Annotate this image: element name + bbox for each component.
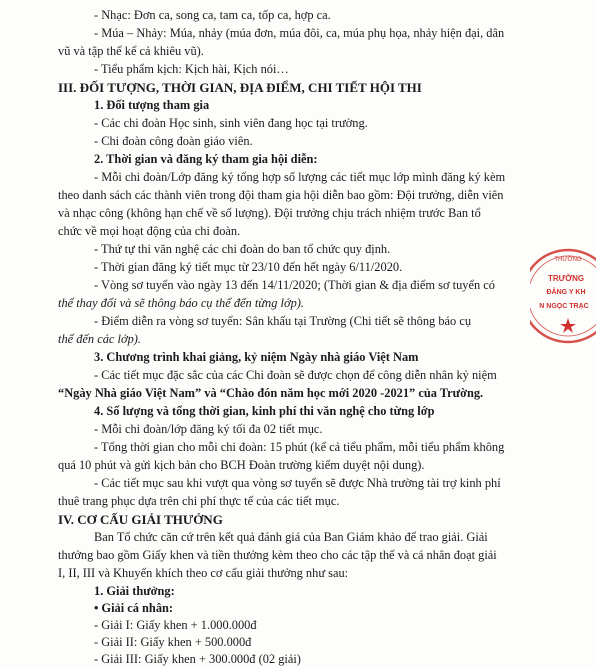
subheading-3: 3. Chương trình khai giảng, kỷ niệm Ngày nhà giáo Việt Nam (94, 350, 419, 364)
stamp-text-top: THƯỜNG (554, 257, 582, 263)
text-line-19: thể đến các lớp). (58, 332, 141, 346)
stamp-text-3: N NGỌC TRẠC (539, 303, 589, 310)
text-line-18: - Điểm diễn ra vòng sơ tuyển: Sân khấu tại Trường (Chi tiết sẽ thông báo cụ (94, 314, 472, 328)
text-line-4: - Tiểu phẩm kịch: Kịch hài, Kịch nói… (94, 62, 289, 76)
text-line-1: - Nhạc: Đơn ca, song ca, tam ca, tốp ca, hợp ca. (94, 8, 331, 22)
text-line-2: - Múa – Nhảy: Múa, nhảy (múa đơn, múa đôi, ca, múa phụ họa, nhảy hiện đại, dân (94, 26, 505, 40)
section-heading-iv: IV. CƠ CẤU GIẢI THƯỞNG (58, 512, 223, 527)
stamp-text-1: TRƯỜNG (547, 274, 585, 283)
text-line-10: - Mỗi chi đoàn/Lớp đăng ký tổng hợp số lượng các tiết mục lớp mình đăng ký kèm (94, 170, 506, 184)
text-line-16: - Vòng sơ tuyển vào ngày 13 đến 14/11/2020; (Thời gian & địa điểm sơ tuyển có (94, 278, 495, 292)
text-line-17: thể thay đổi và sẽ thông báo cụ thể đến từng lớp). (58, 296, 304, 310)
text-line-24: - Mỗi chi đoàn/lớp đăng ký tối đa 02 tiết mục. (94, 422, 323, 436)
official-stamp (530, 236, 596, 356)
text-line-27: - Các tiết mục sau khi vượt qua vòng sơ tuyển sẽ được Nhà trường tài trợ kinh phí (94, 476, 501, 490)
text-line-21: - Các tiết mục đặc sắc của các Chi đoàn sẽ được chọn để công diễn nhân kỷ niệm (94, 368, 497, 382)
section-heading-iii: III. ĐỐI TƯỢNG, THỜI GIAN, ĐỊA ĐIỂM, CHI TIẾT HỘI THI (58, 80, 422, 95)
subheading-2: 2. Thời gian và đăng ký tham gia hội diễn: (94, 152, 318, 166)
subheading-individual-awards: • Giải cá nhân: (94, 601, 174, 615)
award-line-2: - Giải II: Giấy khen + 500.000đ (94, 635, 252, 649)
subheading-1: 1. Đối tượng tham gia (94, 98, 210, 112)
award-line-1: - Giải I: Giấy khen + 1.000.000đ (94, 618, 257, 632)
subheading-4: 4. Số lượng và tổng thời gian, kinh phí thi văn nghệ cho từng lớp (94, 404, 435, 418)
text-line-3: vũ và tập thể kể cả khiêu vũ). (58, 44, 204, 58)
text-line-12: và nhạc công (không hạn chế về số lượng). Đội trưởng chịu trách nhiệm trước Ban tổ (58, 206, 481, 220)
text-line-25: - Tổng thời gian cho mỗi chi đoàn: 15 phút (kể cả tiểu phẩm, mỗi tiểu phẩm không (94, 440, 505, 454)
text-line-13: chức về mọi hoạt động của chi đoàn. (58, 224, 241, 238)
text-line-28: thuê trang phục dựa trên chi phí thực tế của các tiết mục. (58, 494, 340, 508)
stamp-star-icon (560, 318, 576, 333)
stamp-text-2: ĐẲNG Y KH (546, 289, 586, 296)
subheading-awards: 1. Giải thưởng: (94, 584, 175, 598)
text-line-15: - Thời gian đăng ký tiết mục từ 23/10 đến hết ngày 6/11/2020. (94, 260, 403, 274)
text-line-11: theo danh sách các thành viên trong đội tham gia hội diễn bao gồm: Đội trưởng, diễn viên (58, 188, 504, 202)
text-line-32: I, II, III và Khuyến khích theo cơ cấu giải thưởng như sau: (58, 566, 349, 580)
award-line-3: - Giải III: Giấy khen + 300.000đ (02 giải) (94, 652, 301, 666)
text-line-30: Ban Tổ chức căn cứ trên kết quả đánh giá của Ban Giám khảo để trao giải. Giải (94, 530, 488, 544)
text-line-14: - Thứ tự thi văn nghệ các chi đoàn do ban tổ chức quy định. (94, 242, 391, 256)
text-line-26: quá 10 phút và gửi kịch bản cho BCH Đoàn trường kiểm duyệt nội dung). (58, 458, 425, 472)
text-line-22: “Ngày Nhà giáo Việt Nam” và “Chào đón năm học mới 2020 -2021” của Trường. (58, 386, 484, 400)
text-line-8: - Chi đoàn công đoàn giáo viên. (94, 134, 253, 148)
text-line-7: - Các chi đoàn Học sinh, sinh viên đang học tại trường. (94, 116, 368, 130)
text-line-31: thưởng bao gồm Giấy khen và tiền thưởng kèm theo cho các tập thể và cá nhân đoạt giải (58, 548, 497, 562)
